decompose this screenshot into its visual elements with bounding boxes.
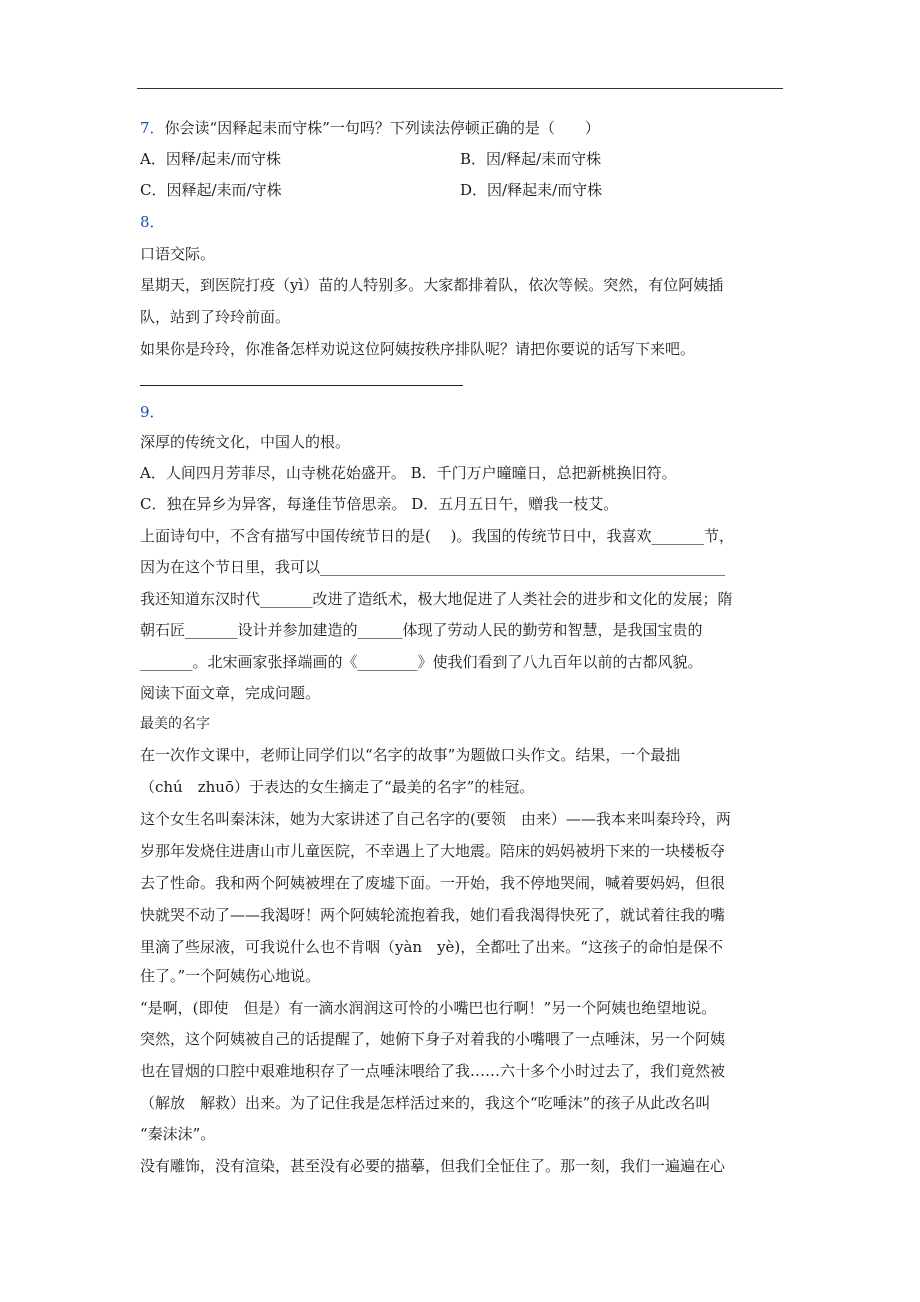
q8-paragraph-line2: 队，站到了玲玲前面。 [140, 308, 291, 326]
passage-line: 也在冒烟的口腔中艰难地积存了一点唾沫喂给了我……六十多个小时过去了，我们竟然被 [140, 1062, 726, 1080]
passage-line: 这个女生名叫秦沫沫，她为大家讲述了自己名字的(要领 由来）——我本来叫秦玲玲，两 [140, 810, 731, 828]
passage-line: 快就哭不动了——我渴呀！两个阿姨轮流抱着我，她们看我渴得快死了，就试着往我的嘴 [140, 906, 726, 924]
q7-option-d[interactable]: D．因/释起耒/而守株 [460, 181, 603, 199]
passage-line: （chú zhuō）于表达的女生摘走了“最美的名字”的桂冠。 [140, 778, 535, 796]
passage-line: 突然，这个阿姨被自己的话提醒了，她俯下身子对着我的小嘴喂了一点唾沫，另一个阿姨 [140, 1030, 726, 1048]
passage-line: 在一次作文课中，老师让同学们以“名字的故事”为题做口头作文。结果，一个最拙 [140, 746, 681, 764]
q8-title: 口语交际。 [140, 245, 216, 263]
passage-line: 没有雕饰，没有渲染，甚至没有必要的描摹，但我们全怔住了。那一刻，我们一遍遍在心 [140, 1157, 726, 1175]
q7-options-row2 [140, 180, 780, 200]
q7-stem [140, 118, 600, 138]
q8-number: 8． [140, 213, 165, 231]
q7-option-c[interactable]: C．因释起/耒而/守株 [140, 181, 282, 199]
passage-line: 岁那年发烧住进唐山市儿童医院，不幸遇上了大地震。陪床的妈妈被坍下来的一块楼板夺 [140, 842, 726, 860]
passage-line: 去了性命。我和两个阿姨被埋在了废墟下面。一开始，我不停地哭闹，喊着要妈妈，但很 [140, 874, 726, 892]
q8-instruction: 如果你是玲玲，你准备怎样劝说这位阿姨按秩序排队呢？请把你要说的话写下来吧。 [140, 340, 696, 358]
q9-fill-line4: 朝石匠_______设计并参加建造的______体现了劳动人民的勤劳和智慧，是我国宝贵的 [140, 621, 703, 639]
q9-fill-line5: _______。北宋画家张择端画的《________》使我们看到了八九百年以前的古都风貌。 [140, 653, 703, 671]
q7-option-a[interactable]: A．因释/起耒/而守株 [140, 150, 281, 168]
passage-title: 最美的名字 [140, 716, 210, 732]
q9-fill-line1: 上面诗句中，不含有描写中国传统节日的是( )。我国的传统节日中，我喜欢_______节， [140, 527, 734, 545]
q7-options-row1 [140, 149, 780, 169]
passage-line: “是啊，(即使 但是）有一滴水润润这可怜的小嘴巴也行啊！”另一个阿姨也绝望地说。 [140, 999, 717, 1017]
q8-answer-blank[interactable] [140, 385, 463, 386]
q7-option-b[interactable]: B．因/释起/耒而守株 [460, 150, 602, 168]
q9-title: 深厚的传统文化，中国人的根。 [140, 433, 351, 451]
q7-number: 7． [140, 119, 165, 137]
q9-fill-line3: 我还知道东汉时代_______改进了造纸术，极大地促进了人类社会的进步和文化的发展；隋 [140, 590, 733, 608]
q7-text: 你会读“因释起耒而守株”一句吗？下列读法停顿正确的是（ ） [164, 119, 600, 137]
header-rule [137, 88, 783, 89]
passage-line: 里滴了些尿液，可我说什么也不肯咽（yàn yè)，全都吐了出来。“这孩子的命怕是保不 [140, 938, 723, 956]
q8-paragraph-line1: 星期天，到医院打疫（yì）苗的人特别多。大家都排着队，依次等候。突然，有位阿姨插 [140, 276, 724, 294]
q9-options-cd: C．独在异乡为异客，每逢佳节倍思亲。 D．五月五日午，赠我一枝艾。 [140, 495, 619, 513]
reading-intro: 阅读下面文章，完成问题。 [140, 684, 321, 702]
passage-line: （解放 解救）出来。为了记住我是怎样活过来的，我这个“吃唾沫”的孩子从此改名叫 [140, 1094, 711, 1112]
q9-fill-line2: 因为在这个节日里，我可以______________________________________________________ [140, 558, 726, 576]
passage-line: 住了。”一个阿姨伤心地说。 [140, 967, 321, 985]
q9-options-ab: A．人间四月芳菲尽，山寺桃花始盛开。 B．千门万户曈曈日，总把新桃换旧符。 [140, 464, 677, 482]
q9-number: 9． [140, 403, 165, 421]
passage-line: “秦沫沫”。 [140, 1125, 216, 1143]
